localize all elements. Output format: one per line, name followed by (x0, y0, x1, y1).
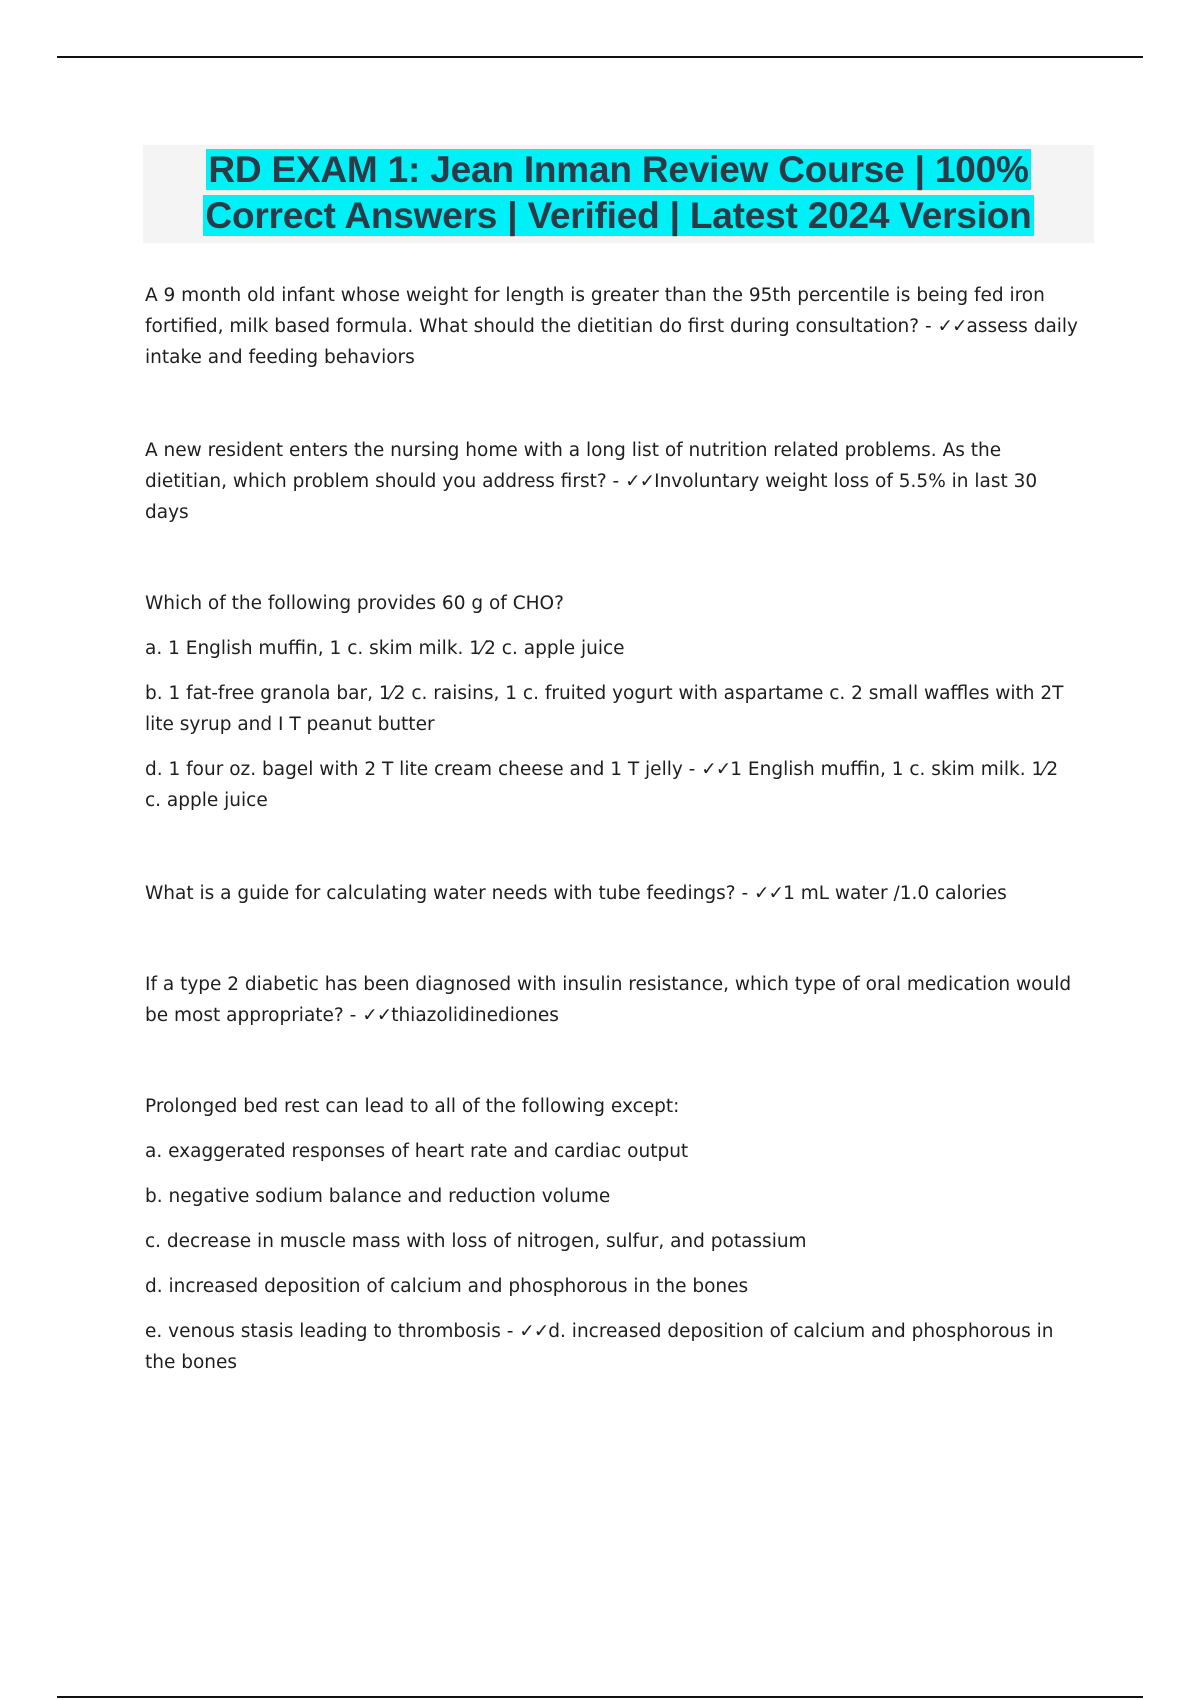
question-text: Which of the following provides 60 g of CHO? (145, 593, 564, 614)
option-d: d. increased deposition of calcium and phosphorous in the bones (145, 1276, 749, 1297)
double-check-icon: ✓✓ (519, 1321, 549, 1342)
option-a: a. 1 English muffin, 1 c. skim milk. 1⁄2 c. apple juice (145, 638, 625, 659)
option-d-with-answer (145, 754, 1080, 816)
double-check-icon: ✓✓ (754, 883, 784, 904)
top-rule (57, 56, 1143, 58)
double-check-icon: ✓✓ (625, 471, 655, 492)
qa-text (145, 435, 1080, 528)
option-a: a. exaggerated responses of heart rate and cardiac output (145, 1141, 689, 1162)
qa-item-5 (145, 969, 1080, 1031)
qa-text (145, 969, 1080, 1031)
qa-text (145, 280, 1080, 373)
option-e-with-answer (145, 1316, 1080, 1378)
double-check-icon: ✓✓ (362, 1005, 392, 1026)
qa-text (145, 878, 1080, 909)
option-b: b. negative sodium balance and reduction volume (145, 1186, 611, 1207)
title-line-1: RD EXAM 1: Jean Inman Review Course | 100% (208, 149, 1029, 190)
qa-item-1 (145, 280, 1080, 373)
double-check-icon: ✓✓ (701, 759, 731, 780)
title-line-2: Correct Answers | Verified | Latest 2024 Version (205, 195, 1032, 236)
question-text: If a type 2 diabetic has been diagnosed with insulin resistance, which type of oral medication would be most appropriate? - (145, 974, 1072, 1026)
qa-item-4 (145, 878, 1080, 909)
answer-text: assess daily intake and feeding behaviors (145, 316, 1079, 368)
qa-item-3 (145, 588, 1080, 816)
answer-text: d. increased deposition of calcium and phosphorous in the bones (145, 1321, 1054, 1373)
answer-text: 1 English muffin, 1 c. skim milk. 1⁄2 c. apple juice (145, 759, 1059, 811)
document-title-block (143, 145, 1094, 243)
bottom-rule (57, 1696, 1143, 1698)
document-body (145, 280, 1080, 1378)
question-text: A 9 month old infant whose weight for length is greater than the 95th percentile is being fed iron fortified, milk based formula. What should the dietitian do first during consultation? - (145, 285, 1045, 337)
question-text: What is a guide for calculating water needs with tube feedings? - (145, 883, 749, 904)
answer-text: 1 mL water /1.0 calories (783, 883, 1007, 904)
question-text: A new resident enters the nursing home with a long list of nutrition related problems. As the dietitian, which problem should you address first? - (145, 440, 1002, 492)
qa-item-6 (145, 1091, 1080, 1378)
answer-text: thiazolidinediones (391, 1005, 559, 1026)
double-check-icon: ✓✓ (937, 316, 967, 337)
qa-item-2 (145, 435, 1080, 528)
document-title (143, 147, 1094, 239)
option-d: d. 1 four oz. bagel with 2 T lite cream cheese and 1 T jelly - (145, 759, 696, 780)
question-text: Prolonged bed rest can lead to all of the following except: (145, 1096, 680, 1117)
option-b-c: b. 1 fat-free granola bar, 1⁄2 c. raisins, 1 c. fruited yogurt with aspartame c. 2 small waffles with 2T lite syrup and I T peanut butter (145, 683, 1064, 735)
answer-text: Involuntary weight loss of 5.5% in last 30 days (145, 471, 1038, 523)
option-e: e. venous stasis leading to thrombosis - (145, 1321, 514, 1342)
option-c: c. decrease in muscle mass with loss of nitrogen, sulfur, and potassium (145, 1231, 807, 1252)
